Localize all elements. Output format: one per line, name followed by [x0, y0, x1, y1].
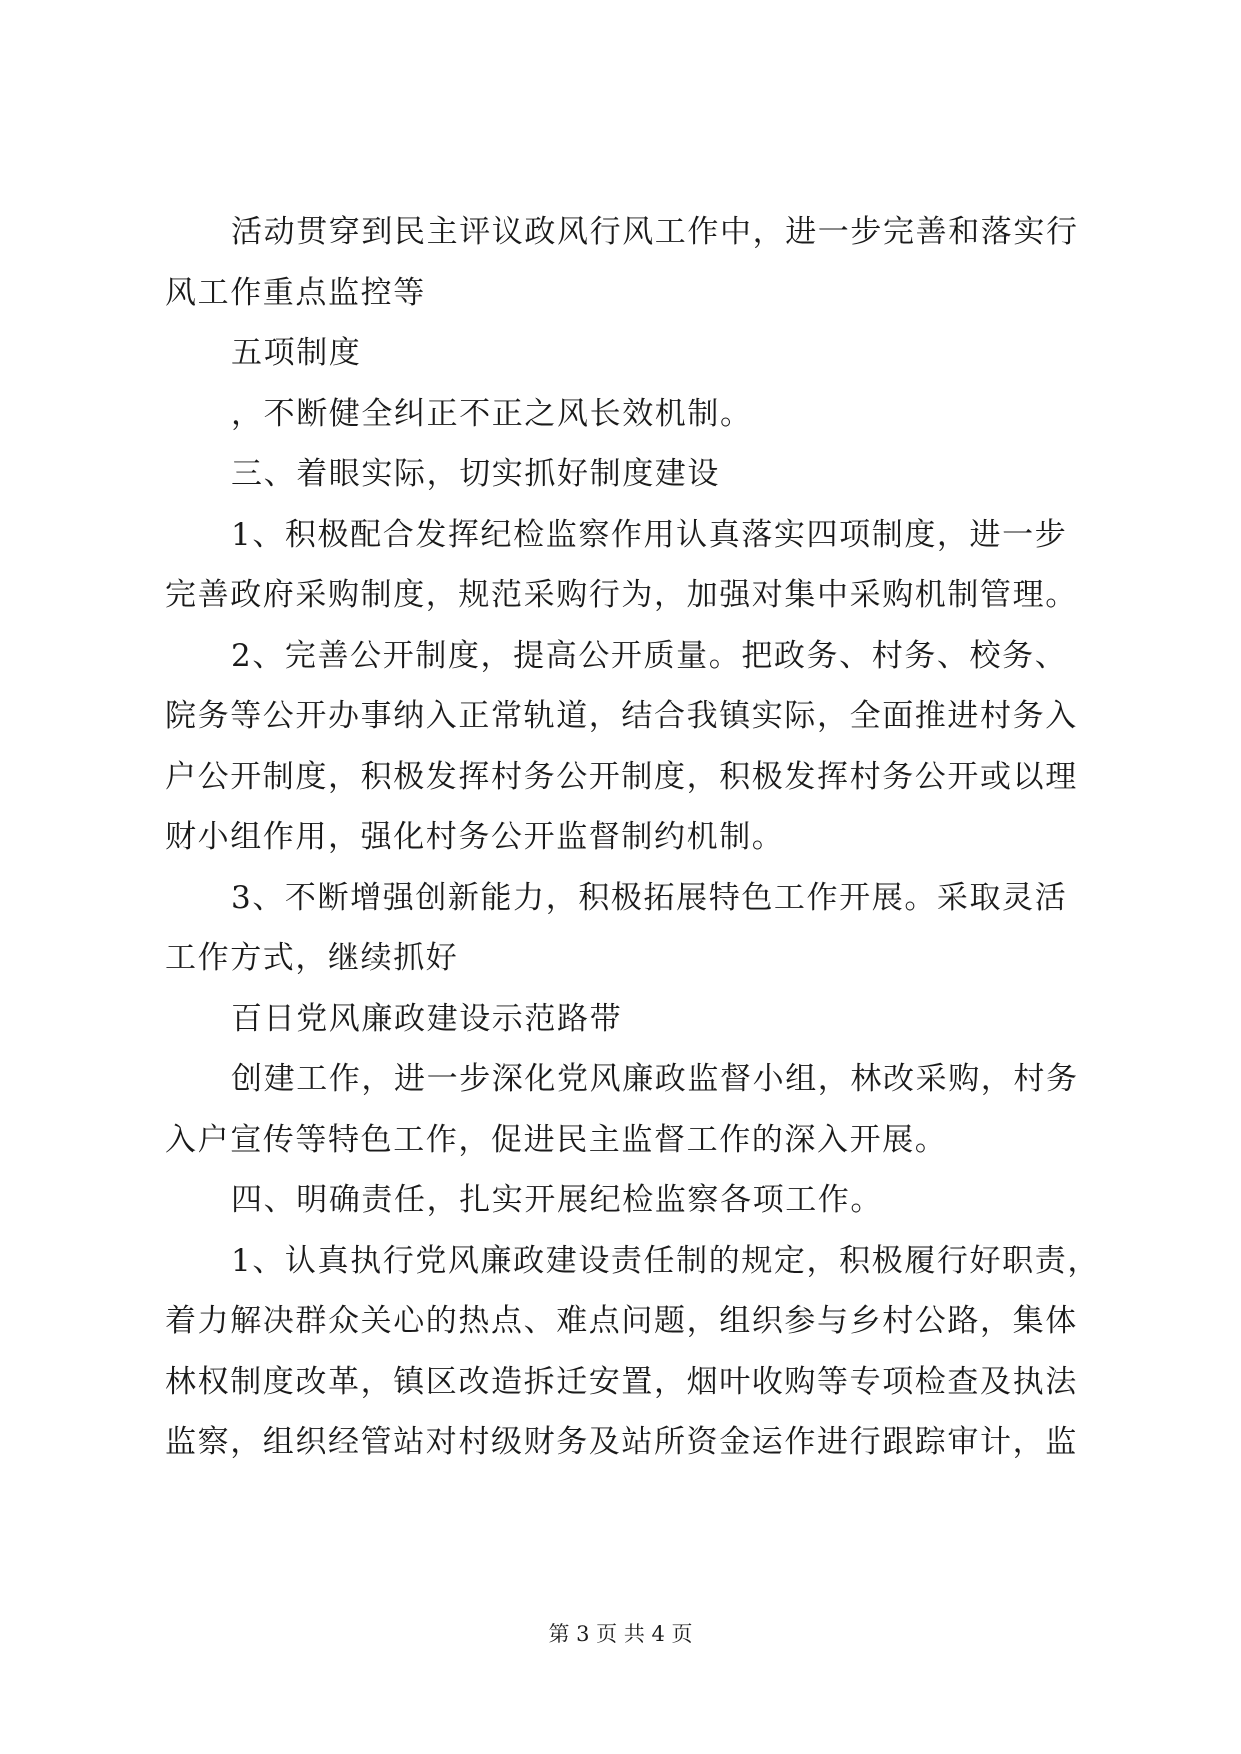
- text-line: 3、不断增强创新能力，积极拓展特色工作开展。采取灵活: [231, 879, 1068, 916]
- section-heading: 四、明确责任，扎实开展纪检监察各项工作。: [231, 1182, 883, 1218]
- text-line: 着力解决群众关心的热点、难点问题，组织参与乡村公路，集体: [165, 1303, 1078, 1339]
- text-line: 入户宣传等特色工作，促进民主监督工作的深入开展。: [165, 1121, 948, 1158]
- section-heading: 三、着眼实际，切实抓好制度建设: [231, 456, 720, 492]
- text-line: 林权制度改革，镇区改造拆迁安置，烟叶收购等专项检查及执法: [165, 1363, 1078, 1400]
- text-line: 五项制度: [231, 335, 362, 371]
- page-number-footer: 第 3 页 共 4 页: [548, 1622, 693, 1646]
- text-line: 院务等公开办事纳入正常轨道，结合我镇实际，全面推进村务入: [165, 698, 1078, 734]
- text-line: 1、积极配合发挥纪检监察作用认真落实四项制度，进一步: [231, 516, 1068, 553]
- text-line: 完善政府采购制度，规范采购行为，加强对集中采购机制管理。: [165, 577, 1078, 613]
- text-line: 监察，组织经管站对村级财务及站所资金运作进行跟踪审计，监: [165, 1424, 1078, 1460]
- text-line: 创建工作，进一步深化党风廉政监督小组，林改采购，村务: [231, 1061, 1079, 1097]
- text-line: 财小组作用，强化村务公开监督制约机制。: [165, 819, 785, 855]
- text-line: 百日党风廉政建设示范路带: [231, 1000, 623, 1037]
- text-line: ，不断健全纠正不正之风长效机制。: [231, 395, 753, 432]
- text-line: 1、认真执行党风廉政建设责任制的规定，积极履行好职责，: [231, 1242, 1100, 1279]
- text-line: 户公开制度，积极发挥村务公开制度，积极发挥村务公开或以理: [165, 758, 1078, 795]
- document-body: [165, 202, 1100, 1473]
- text-line: 2、完善公开制度，提高公开质量。把政务、村务、校务、: [231, 637, 1068, 674]
- text-line: 工作方式，继续抓好: [165, 940, 459, 976]
- text-line: 风工作重点监控等: [165, 274, 426, 311]
- text-line: 活动贯穿到民主评议政风行风工作中，进一步完善和落实行: [231, 214, 1079, 250]
